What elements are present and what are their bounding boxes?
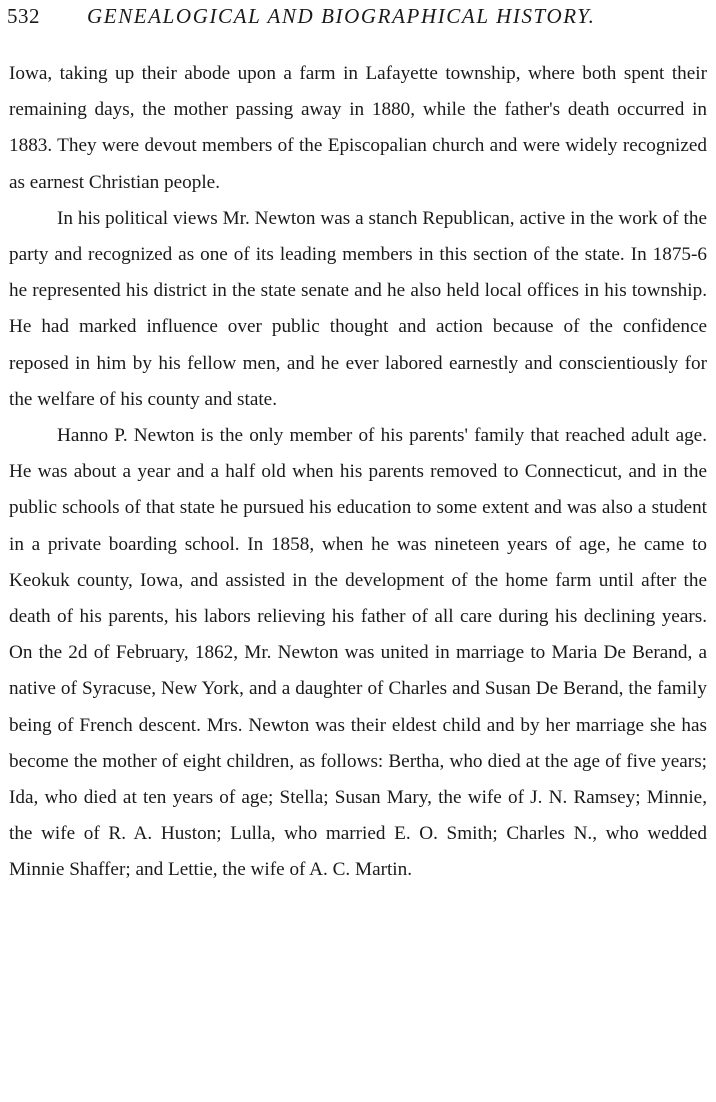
body-text <box>9 56 707 889</box>
running-title: GENEALOGICAL AND BIOGRAPHICAL HISTORY. <box>87 4 596 28</box>
page-number: 532 <box>7 4 40 28</box>
paragraph-hanno-newton: Hanno P. Newton is the only member of his parents' family that reached adult age. He was about a year and a half old when his parents removed to Connecticut, and in the public schools of that state he pursued his education to some extent and was also a student in a private boarding school. In 1858, when he was nineteen years of age, he came to Keokuk county, Iowa, and assisted in the development of the home farm until after the death of his parents, his labors relieving his father of all care during his declining years. On the 2d of February, 1862, Mr. Newton was united in marriage to Maria De Berand, a native of Syracuse, New York, and a daughter of Charles and Susan De Berand, the family being of French descent. Mrs. Newton was their eldest child and by her marriage she has become the mother of eight children, as follows: Bertha, who died at the age of five years; Ida, who died at ten years of age; Stella; Susan Mary, the wife of J. N. Ramsey; Minnie, the wife of R. A. Huston; Lulla, who married E. O. Smith; Charles N., who wedded Minnie Shaffer; and Lettie, the wife of A. C. Martin. <box>9 425 707 881</box>
paragraph-political-views: In his political views Mr. Newton was a stanch Republican, active in the work of the party and recognized as one of its leading members in this section of the state. In 1875-6 he represented his district in the state senate and he also held local offices in his township. He had marked influence over public thought and action because of the confidence reposed in him by his fellow men, and he ever labored earnestly and conscientiously for the welfare of his county and state. <box>9 207 707 410</box>
paragraph-continued: Iowa, taking up their abode upon a farm in Lafayette township, where both spent their remaining days, the mother passing away in 1880, while the father's death occurred in 1883. They were devout members of the Episcopalian church and were widely recognized as earnest Christian people. <box>9 63 707 193</box>
running-head <box>7 4 707 28</box>
